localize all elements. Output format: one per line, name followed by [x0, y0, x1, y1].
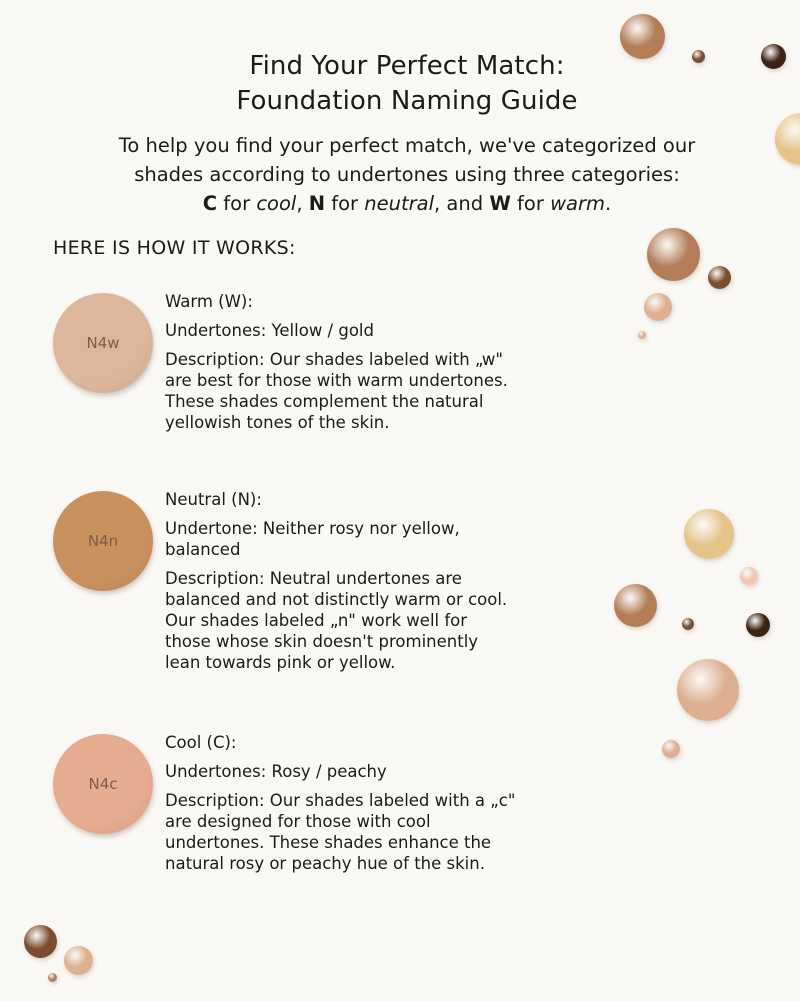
foundation-drop-decoration [638, 331, 646, 339]
foundation-drop-decoration [708, 266, 731, 289]
shade-undertones: Undertones: Rosy / peachy [165, 762, 387, 781]
desc-line: These shades complement the natural [165, 392, 484, 411]
intro-text: for [217, 192, 257, 215]
foundation-drop-decoration [684, 509, 734, 559]
page-subtitle: Foundation Naming Guide [236, 86, 578, 116]
cool-code: C [202, 192, 218, 215]
foundation-drop-decoration [761, 44, 786, 69]
desc-line: lean towards pink or yellow. [165, 653, 396, 672]
desc-line: natural rosy or peachy hue of the skin. [165, 854, 485, 873]
intro-text: for [510, 192, 551, 215]
intro-text: . [604, 192, 612, 215]
foundation-drop-decoration [614, 584, 657, 627]
swatch-label: N4n [87, 532, 119, 550]
cool-word: cool [256, 192, 297, 215]
swatch-warm [53, 293, 153, 393]
foundation-drop-decoration [662, 740, 680, 758]
neutral-word: neutral [364, 192, 435, 215]
foundation-drop-decoration [620, 14, 665, 59]
foundation-drop-decoration [644, 293, 672, 321]
intro-text: for [325, 192, 365, 215]
desc-line: undertones. These shades enhance the [165, 833, 492, 852]
intro-line-2: shades according to undertones using three categories: [134, 163, 680, 186]
shade-description [165, 349, 545, 433]
neutral-code: N [308, 192, 326, 215]
desc-line: balanced and not distinctly warm or cool. [165, 590, 508, 609]
warm-word: warm [550, 192, 605, 215]
intro-text: , and [434, 192, 490, 215]
foundation-drop-decoration [48, 973, 57, 982]
intro-line-1: To help you find your perfect match, we've categorized our [118, 134, 696, 157]
desc-line: yellowish tones of the skin. [165, 413, 390, 432]
shade-heading: Warm (W): [165, 292, 253, 311]
shade-description [165, 568, 545, 673]
foundation-drop-decoration [692, 50, 705, 63]
foundation-drop-decoration [746, 613, 770, 637]
shade-undertones: Undertones: Yellow / gold [165, 321, 374, 340]
desc-line: are designed for those with cool [165, 812, 431, 831]
desc-line: Description: Our shades labeled with „w" [165, 350, 503, 369]
undertone-line: Undertone: Neither rosy nor yellow, [165, 519, 460, 538]
section-heading: HERE IS HOW IT WORKS: [53, 237, 296, 259]
swatch-label: N4c [88, 775, 118, 793]
swatch-cool [53, 734, 153, 834]
shade-block-cool [165, 732, 545, 874]
foundation-drop-decoration [740, 567, 758, 585]
page-title: Find Your Perfect Match: [249, 51, 565, 81]
shade-description [165, 790, 545, 874]
desc-line: are best for those with warm undertones. [165, 371, 508, 390]
foundation-drop-decoration [24, 925, 57, 958]
foundation-drop-decoration [682, 618, 694, 630]
desc-line: Our shades labeled „n" work well for [165, 611, 468, 630]
intro-text: , [296, 192, 309, 215]
shade-block-neutral [165, 489, 545, 673]
intro-paragraph [0, 131, 800, 218]
intro-line-3 [0, 189, 800, 218]
shade-undertones [165, 518, 545, 560]
swatch-neutral [53, 491, 153, 591]
undertone-line: balanced [165, 540, 241, 559]
desc-line: Description: Neutral undertones are [165, 569, 462, 588]
foundation-drop-decoration [64, 946, 93, 975]
desc-line: those whose skin doesn't prominently [165, 632, 479, 651]
desc-line: Description: Our shades labeled with a „c" [165, 791, 516, 810]
shade-block-warm [165, 291, 545, 433]
swatch-label: N4w [86, 334, 120, 352]
shade-heading: Cool (C): [165, 733, 237, 752]
foundation-drop-decoration [647, 228, 700, 281]
foundation-drop-decoration [677, 659, 739, 721]
shade-heading: Neutral (N): [165, 490, 262, 509]
warm-code: W [489, 192, 511, 215]
